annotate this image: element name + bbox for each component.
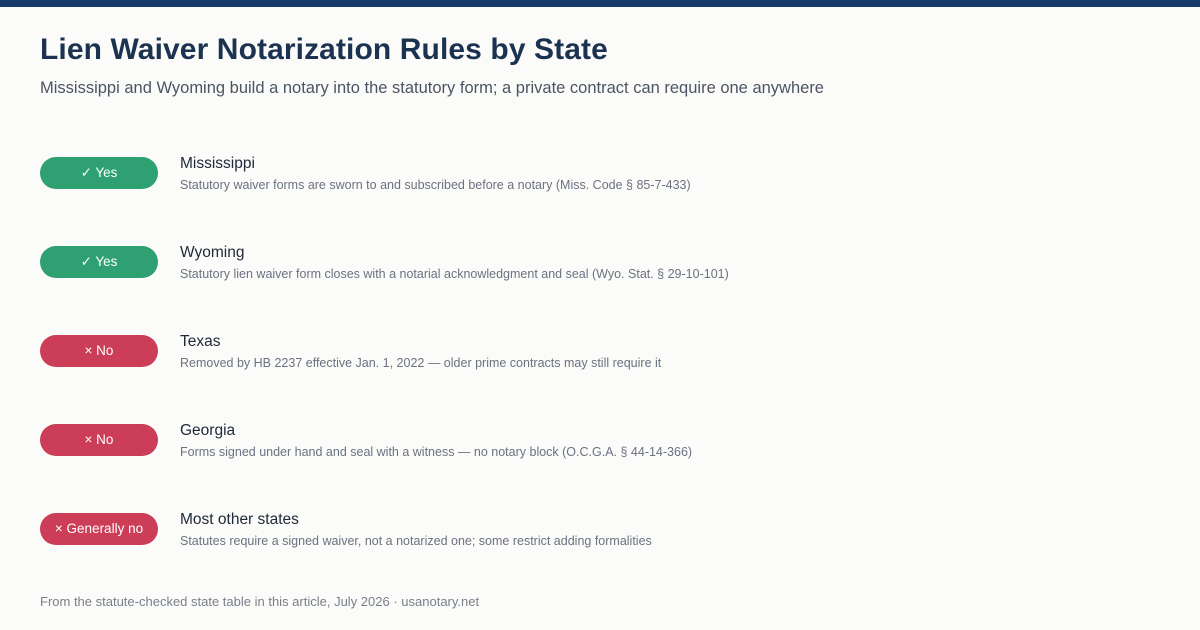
state-rules-list <box>40 155 1160 600</box>
source-footer: From the statute-checked state table in this article, July 2026 · usanotary.net <box>40 594 480 609</box>
page-title: Lien Waiver Notarization Rules by State <box>40 33 608 66</box>
top-accent-bar <box>0 0 1200 7</box>
state-row-most-other-states <box>40 511 1160 600</box>
state-row-wyoming <box>40 244 1160 333</box>
state-note: Statutory lien waiver form closes with a notarial acknowledgment and seal (Wyo. Stat. § 29-10-101) <box>180 267 729 281</box>
status-badge: × Generally no <box>40 513 158 545</box>
state-name: Mississippi <box>180 155 255 172</box>
state-note: Forms signed under hand and seal with a witness — no notary block (O.C.G.A. § 44-14-366) <box>180 445 693 459</box>
status-badge: ✓ Yes <box>40 246 158 278</box>
state-row-mississippi <box>40 155 1160 244</box>
status-badge: × No <box>40 424 158 456</box>
status-badge: × No <box>40 335 158 367</box>
page-subtitle: Mississippi and Wyoming build a notary into the statutory form; a private contract can require one anywhere <box>40 79 824 97</box>
state-note: Statutory waiver forms are sworn to and subscribed before a notary (Miss. Code § 85-7-433) <box>180 178 691 192</box>
state-name: Most other states <box>180 511 299 528</box>
state-row-texas <box>40 333 1160 422</box>
state-name: Wyoming <box>180 244 245 261</box>
state-row-georgia <box>40 422 1160 511</box>
state-note: Statutes require a signed waiver, not a notarized one; some restrict adding formalities <box>180 534 652 548</box>
state-name: Texas <box>180 333 221 350</box>
state-name: Georgia <box>180 422 236 439</box>
status-badge: ✓ Yes <box>40 157 158 189</box>
state-note: Removed by HB 2237 effective Jan. 1, 2022 — older prime contracts may still require it <box>180 356 662 370</box>
